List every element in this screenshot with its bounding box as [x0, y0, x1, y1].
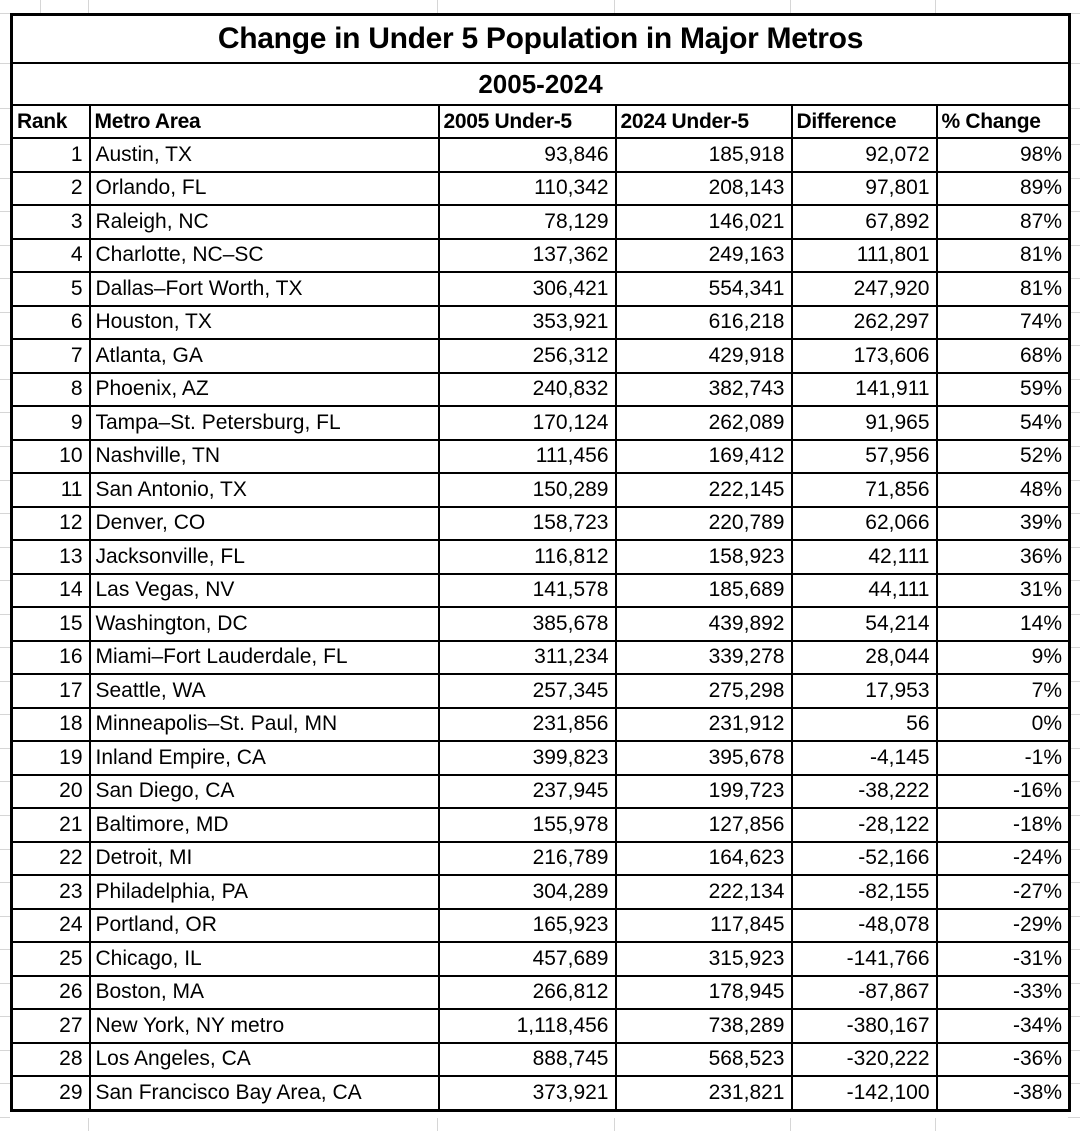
spreadsheet-gridline: [0, 647, 10, 648]
metro-area-cell: Phoenix, AZ: [90, 373, 439, 407]
spreadsheet-gridline: [790, 0, 791, 13]
difference-cell: -48,078: [792, 909, 937, 943]
column-header-change: % Change: [937, 105, 1070, 138]
under5-2005-cell: 111,456: [439, 440, 616, 474]
under5-2024-cell: 275,298: [616, 674, 792, 708]
rank-cell: 26: [12, 976, 90, 1010]
under5-2024-cell: 429,918: [616, 339, 792, 373]
spreadsheet-gridline: [0, 614, 10, 615]
under5-2024-cell: 315,923: [616, 942, 792, 976]
difference-cell: 97,801: [792, 172, 937, 206]
table-row: [12, 540, 1070, 574]
under5-2005-cell: 141,578: [439, 574, 616, 608]
under5-2005-cell: 170,124: [439, 406, 616, 440]
difference-cell: 44,111: [792, 574, 937, 608]
pct-change-cell: -36%: [937, 1043, 1070, 1077]
spreadsheet-gridline: [0, 480, 10, 481]
under5-2024-cell: 220,789: [616, 507, 792, 541]
under5-2005-cell: 93,846: [439, 138, 616, 172]
metro-area-cell: Atlanta, GA: [90, 339, 439, 373]
under5-2024-cell: 185,689: [616, 574, 792, 608]
rank-cell: 19: [12, 741, 90, 775]
pct-change-cell: 48%: [937, 473, 1070, 507]
rank-cell: 15: [12, 607, 90, 641]
difference-cell: 173,606: [792, 339, 937, 373]
difference-cell: -82,155: [792, 875, 937, 909]
rank-cell: 18: [12, 708, 90, 742]
table-row: [12, 272, 1070, 306]
metro-area-cell: Portland, OR: [90, 909, 439, 943]
table-row: [12, 205, 1070, 239]
table-row: [12, 172, 1070, 206]
under5-2024-cell: 164,623: [616, 842, 792, 876]
difference-cell: -38,222: [792, 775, 937, 809]
under5-2024-cell: 616,218: [616, 306, 792, 340]
metro-area-cell: Chicago, IL: [90, 942, 439, 976]
table-row: [12, 239, 1070, 273]
difference-cell: 91,965: [792, 406, 937, 440]
under5-2005-cell: 888,745: [439, 1043, 616, 1077]
under5-2005-cell: 385,678: [439, 607, 616, 641]
metro-area-cell: Las Vegas, NV: [90, 574, 439, 608]
under5-2005-cell: 165,923: [439, 909, 616, 943]
table-row: [12, 942, 1070, 976]
pct-change-cell: 81%: [937, 272, 1070, 306]
spreadsheet-gridline: [0, 513, 10, 514]
spreadsheet-gridline: [0, 748, 10, 749]
under5-2024-cell: 185,918: [616, 138, 792, 172]
rank-cell: 24: [12, 909, 90, 943]
under5-2005-cell: 116,812: [439, 540, 616, 574]
table-row: [12, 976, 1070, 1010]
under5-2024-cell: 554,341: [616, 272, 792, 306]
metro-area-cell: Dallas–Fort Worth, TX: [90, 272, 439, 306]
difference-cell: 247,920: [792, 272, 937, 306]
pct-change-cell: 54%: [937, 406, 1070, 440]
column-header-rank: Rank: [12, 105, 90, 138]
table-row: [12, 607, 1070, 641]
spreadsheet-gridline: [40, 0, 41, 13]
rank-cell: 10: [12, 440, 90, 474]
under5-2024-cell: 568,523: [616, 1043, 792, 1077]
table-row: [12, 909, 1070, 943]
rank-cell: 11: [12, 473, 90, 507]
pct-change-cell: 31%: [937, 574, 1070, 608]
under5-2005-cell: 257,345: [439, 674, 616, 708]
rank-cell: 25: [12, 942, 90, 976]
spreadsheet-gridline: [935, 0, 936, 13]
difference-cell: 71,856: [792, 473, 937, 507]
spreadsheet-gridline: [0, 681, 10, 682]
difference-cell: 111,801: [792, 239, 937, 273]
difference-cell: -380,167: [792, 1009, 937, 1043]
metro-area-cell: Miami–Fort Lauderdale, FL: [90, 641, 439, 675]
spreadsheet-gridline: [0, 916, 10, 917]
difference-cell: -4,145: [792, 741, 937, 775]
column-header-2005-under-5: 2005 Under-5: [439, 105, 616, 138]
under5-2024-cell: 169,412: [616, 440, 792, 474]
under5-2005-cell: 78,129: [439, 205, 616, 239]
under5-2005-cell: 306,421: [439, 272, 616, 306]
pct-change-cell: 98%: [937, 138, 1070, 172]
spreadsheet-gridline: [935, 1118, 936, 1131]
table-subtitle: 2005-2024: [12, 63, 1070, 105]
metro-population-table: [10, 13, 1071, 1112]
metro-area-cell: Tampa–St. Petersburg, FL: [90, 406, 439, 440]
pct-change-cell: 87%: [937, 205, 1070, 239]
spreadsheet-gridline: [0, 1117, 10, 1118]
under5-2005-cell: 150,289: [439, 473, 616, 507]
under5-2005-cell: 158,723: [439, 507, 616, 541]
pct-change-cell: -27%: [937, 875, 1070, 909]
difference-cell: 141,911: [792, 373, 937, 407]
spreadsheet-gridline: [437, 0, 438, 13]
under5-2024-cell: 231,912: [616, 708, 792, 742]
rank-cell: 28: [12, 1043, 90, 1077]
rank-cell: 16: [12, 641, 90, 675]
spreadsheet-gridline: [0, 412, 10, 413]
table-row: [12, 674, 1070, 708]
spreadsheet-gridline: [0, 278, 10, 279]
under5-2024-cell: 158,923: [616, 540, 792, 574]
table-row: [12, 1076, 1070, 1110]
pct-change-cell: -29%: [937, 909, 1070, 943]
pct-change-cell: -18%: [937, 808, 1070, 842]
spreadsheet-gridline: [0, 983, 10, 984]
spreadsheet-gridline: [0, 949, 10, 950]
difference-cell: 17,953: [792, 674, 937, 708]
metro-area-cell: Orlando, FL: [90, 172, 439, 206]
table-row: [12, 406, 1070, 440]
under5-2024-cell: 178,945: [616, 976, 792, 1010]
spreadsheet-gridline: [0, 882, 10, 883]
spreadsheet-gridline: [1068, 1117, 1080, 1118]
spreadsheet-gridline: [0, 108, 10, 109]
difference-cell: 42,111: [792, 540, 937, 574]
metro-area-cell: Detroit, MI: [90, 842, 439, 876]
under5-2005-cell: 266,812: [439, 976, 616, 1010]
under5-2005-cell: 216,789: [439, 842, 616, 876]
under5-2024-cell: 738,289: [616, 1009, 792, 1043]
table-row: [12, 138, 1070, 172]
spreadsheet-gridline: [0, 714, 10, 715]
pct-change-cell: 74%: [937, 306, 1070, 340]
metro-area-cell: Baltimore, MD: [90, 808, 439, 842]
difference-cell: 28,044: [792, 641, 937, 675]
pct-change-cell: 59%: [937, 373, 1070, 407]
under5-2024-cell: 339,278: [616, 641, 792, 675]
spreadsheet-gridline: [88, 0, 89, 13]
table-row: [12, 641, 1070, 675]
table-row: [12, 708, 1070, 742]
rank-cell: 4: [12, 239, 90, 273]
column-header-metro-area: Metro Area: [90, 105, 439, 138]
table-row: [12, 306, 1070, 340]
metro-area-cell: San Francisco Bay Area, CA: [90, 1076, 439, 1110]
under5-2024-cell: 199,723: [616, 775, 792, 809]
rank-cell: 21: [12, 808, 90, 842]
metro-area-cell: Jacksonville, FL: [90, 540, 439, 574]
metro-area-cell: Nashville, TN: [90, 440, 439, 474]
rank-cell: 29: [12, 1076, 90, 1110]
column-header-difference: Difference: [792, 105, 937, 138]
rank-cell: 13: [12, 540, 90, 574]
under5-2005-cell: 237,945: [439, 775, 616, 809]
metro-area-cell: Washington, DC: [90, 607, 439, 641]
pct-change-cell: 14%: [937, 607, 1070, 641]
under5-2005-cell: 231,856: [439, 708, 616, 742]
pct-change-cell: -16%: [937, 775, 1070, 809]
spreadsheet-gridline: [614, 0, 615, 13]
metro-area-cell: Los Angeles, CA: [90, 1043, 439, 1077]
rank-cell: 7: [12, 339, 90, 373]
spreadsheet-gridline: [88, 1118, 89, 1131]
table-row: [12, 808, 1070, 842]
under5-2005-cell: 256,312: [439, 339, 616, 373]
difference-cell: -320,222: [792, 1043, 937, 1077]
spreadsheet-gridline: [0, 1016, 10, 1017]
under5-2005-cell: 110,342: [439, 172, 616, 206]
difference-cell: 262,297: [792, 306, 937, 340]
spreadsheet-gridline: [0, 178, 10, 179]
spreadsheet-gridline: [790, 1118, 791, 1131]
spreadsheet-gridline: [0, 211, 10, 212]
pct-change-cell: 81%: [937, 239, 1070, 273]
difference-cell: 92,072: [792, 138, 937, 172]
column-header-2024-under-5: 2024 Under-5: [616, 105, 792, 138]
pct-change-cell: -38%: [937, 1076, 1070, 1110]
spreadsheet-gridline: [0, 781, 10, 782]
under5-2005-cell: 353,921: [439, 306, 616, 340]
metro-area-cell: Philadelphia, PA: [90, 875, 439, 909]
spreadsheet-gridline: [0, 312, 10, 313]
table-row: [12, 842, 1070, 876]
difference-cell: -87,867: [792, 976, 937, 1010]
spreadsheet-gridline: [0, 144, 10, 145]
under5-2024-cell: 262,089: [616, 406, 792, 440]
difference-cell: -141,766: [792, 942, 937, 976]
under5-2005-cell: 311,234: [439, 641, 616, 675]
table-row: [12, 507, 1070, 541]
rank-cell: 27: [12, 1009, 90, 1043]
spreadsheet-gridline: [0, 13, 10, 14]
column-header-row: [12, 105, 1070, 138]
difference-cell: 56: [792, 708, 937, 742]
under5-2024-cell: 395,678: [616, 741, 792, 775]
metro-area-cell: New York, NY metro: [90, 1009, 439, 1043]
table-row: [12, 373, 1070, 407]
under5-2005-cell: 240,832: [439, 373, 616, 407]
under5-2024-cell: 127,856: [616, 808, 792, 842]
spreadsheet-gridline: [0, 1083, 10, 1084]
under5-2024-cell: 146,021: [616, 205, 792, 239]
metro-area-cell: San Antonio, TX: [90, 473, 439, 507]
metro-area-cell: Denver, CO: [90, 507, 439, 541]
difference-cell: 57,956: [792, 440, 937, 474]
rank-cell: 1: [12, 138, 90, 172]
pct-change-cell: 68%: [937, 339, 1070, 373]
spreadsheet-gridline: [0, 379, 10, 380]
rank-cell: 23: [12, 875, 90, 909]
table-title: Change in Under 5 Population in Major Metros: [12, 15, 1070, 64]
spreadsheet-gridline: [0, 1050, 10, 1051]
rank-cell: 9: [12, 406, 90, 440]
table-row: [12, 1009, 1070, 1043]
under5-2005-cell: 155,978: [439, 808, 616, 842]
under5-2024-cell: 208,143: [616, 172, 792, 206]
rank-cell: 20: [12, 775, 90, 809]
difference-cell: 54,214: [792, 607, 937, 641]
pct-change-cell: 9%: [937, 641, 1070, 675]
difference-cell: 62,066: [792, 507, 937, 541]
table-row: [12, 875, 1070, 909]
rank-cell: 5: [12, 272, 90, 306]
pct-change-cell: 0%: [937, 708, 1070, 742]
metro-area-cell: Charlotte, NC–SC: [90, 239, 439, 273]
difference-cell: 67,892: [792, 205, 937, 239]
table-row: [12, 1043, 1070, 1077]
metro-area-cell: San Diego, CA: [90, 775, 439, 809]
spreadsheet-gridline: [614, 1118, 615, 1131]
spreadsheet-gridline: [0, 345, 10, 346]
pct-change-cell: -33%: [937, 976, 1070, 1010]
pct-change-cell: 36%: [937, 540, 1070, 574]
table-row: [12, 473, 1070, 507]
pct-change-cell: 39%: [937, 507, 1070, 541]
spreadsheet-gridline: [0, 849, 10, 850]
under5-2024-cell: 249,163: [616, 239, 792, 273]
pct-change-cell: -1%: [937, 741, 1070, 775]
under5-2005-cell: 137,362: [439, 239, 616, 273]
under5-2024-cell: 222,134: [616, 875, 792, 909]
title-row: [12, 15, 1070, 64]
table-row: [12, 574, 1070, 608]
spreadsheet-gridline: [437, 1118, 438, 1131]
under5-2005-cell: 399,823: [439, 741, 616, 775]
rank-cell: 6: [12, 306, 90, 340]
rank-cell: 8: [12, 373, 90, 407]
metro-area-cell: Minneapolis–St. Paul, MN: [90, 708, 439, 742]
metro-area-cell: Austin, TX: [90, 138, 439, 172]
spreadsheet-gridline: [0, 547, 10, 548]
under5-2005-cell: 457,689: [439, 942, 616, 976]
pct-change-cell: 89%: [937, 172, 1070, 206]
pct-change-cell: -31%: [937, 942, 1070, 976]
metro-area-cell: Houston, TX: [90, 306, 439, 340]
under5-2024-cell: 117,845: [616, 909, 792, 943]
spreadsheet-gridline: [0, 446, 10, 447]
spreadsheet-gridline: [0, 63, 10, 64]
table-row: [12, 775, 1070, 809]
under5-2024-cell: 439,892: [616, 607, 792, 641]
spreadsheet-gridline: [0, 580, 10, 581]
difference-cell: -142,100: [792, 1076, 937, 1110]
under5-2005-cell: 1,118,456: [439, 1009, 616, 1043]
metro-area-cell: Raleigh, NC: [90, 205, 439, 239]
under5-2005-cell: 373,921: [439, 1076, 616, 1110]
rank-cell: 2: [12, 172, 90, 206]
pct-change-cell: 7%: [937, 674, 1070, 708]
rank-cell: 3: [12, 205, 90, 239]
metro-area-cell: Seattle, WA: [90, 674, 439, 708]
difference-cell: -28,122: [792, 808, 937, 842]
table-row: [12, 440, 1070, 474]
under5-2005-cell: 304,289: [439, 875, 616, 909]
table-row: [12, 339, 1070, 373]
subtitle-row: [12, 63, 1070, 105]
spreadsheet-gridline: [0, 245, 10, 246]
under5-2024-cell: 382,743: [616, 373, 792, 407]
metro-area-cell: Boston, MA: [90, 976, 439, 1010]
difference-cell: -52,166: [792, 842, 937, 876]
rank-cell: 17: [12, 674, 90, 708]
pct-change-cell: 52%: [937, 440, 1070, 474]
pct-change-cell: -24%: [937, 842, 1070, 876]
metro-area-cell: Inland Empire, CA: [90, 741, 439, 775]
under5-2024-cell: 222,145: [616, 473, 792, 507]
spreadsheet-gridline: [0, 815, 10, 816]
table-row: [12, 741, 1070, 775]
rank-cell: 22: [12, 842, 90, 876]
rank-cell: 12: [12, 507, 90, 541]
pct-change-cell: -34%: [937, 1009, 1070, 1043]
rank-cell: 14: [12, 574, 90, 608]
under5-2024-cell: 231,821: [616, 1076, 792, 1110]
